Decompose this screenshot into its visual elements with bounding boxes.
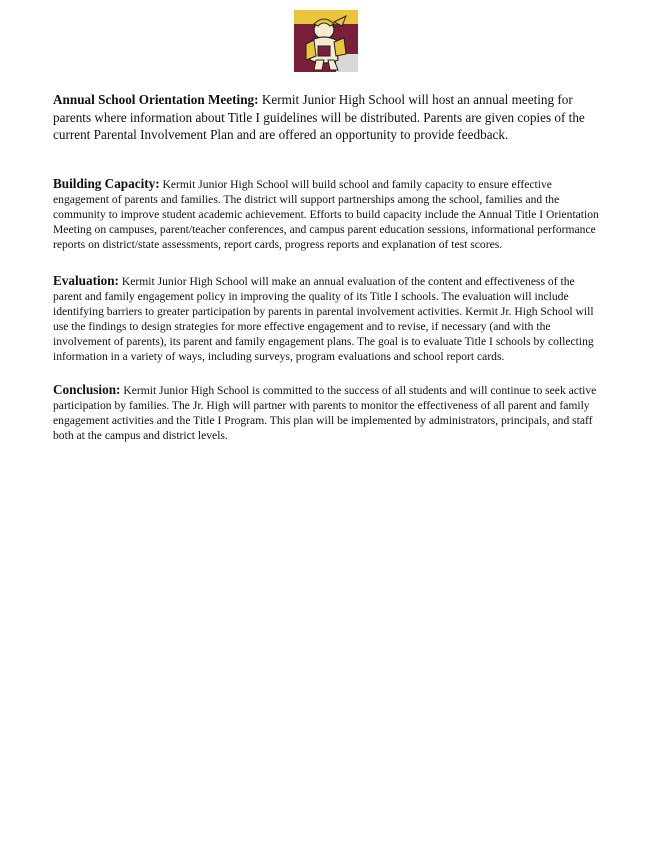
section-body: Kermit Junior High School will make an annual evaluation of the content and effectiveness of the parent and family engagement policy in improving the quality of its Title I schools. The evaluation will include identifying barriers to greater participation by parents in parental involvement activities. Kermit Jr. High School will use the findings to design strategies for more effective engagement and to revise, if necessary (and with the involvement of parents), its parent and family engagement plans. The goal is to evaluate Title I schools by collecting information in a variety of ways, including surveys, program evaluations and school report cards. <box>53 275 594 363</box>
section-body: Kermit Junior High School will host an annual meeting for parents where information about Title I guidelines will be distributed. Parents are given copies of the current Parental Involvement Plan and are offered an opportunity to provide feedback. <box>53 92 585 143</box>
mascot-logo-graphic <box>294 10 358 72</box>
section-heading: Conclusion: <box>53 382 121 397</box>
section-heading: Evaluation: <box>53 273 119 288</box>
section-annual-orientation <box>53 91 605 144</box>
section-body: Kermit Junior High School will build school and family capacity to ensure effective engagement of parents and families. The district will support partnerships among the school, families and the community to improve student academic achievement. Efforts to build capacity include the Annual Title I Orientation Meeting on campuses, parent/teacher conferences, and campus parent education sessions, informational performance reports on district/state assessments, report cards, progress reports and explanation of test scores. <box>53 178 599 251</box>
section-evaluation <box>53 273 605 364</box>
mascot-logo-icon <box>294 10 358 72</box>
section-body: Kermit Junior High School is committed to the success of all students and will continue to seek active participation by families. The Jr. High will partner with parents to monitor the effectiveness of all parent and family engagement activities and the Title I Program. This plan will be implemented by administrators, principals, and staff both at the campus and district levels. <box>53 384 597 442</box>
section-building-capacity <box>53 176 605 252</box>
section-heading: Building Capacity: <box>53 176 160 191</box>
section-heading: Annual School Orientation Meeting: <box>53 92 259 107</box>
section-conclusion <box>53 382 605 443</box>
